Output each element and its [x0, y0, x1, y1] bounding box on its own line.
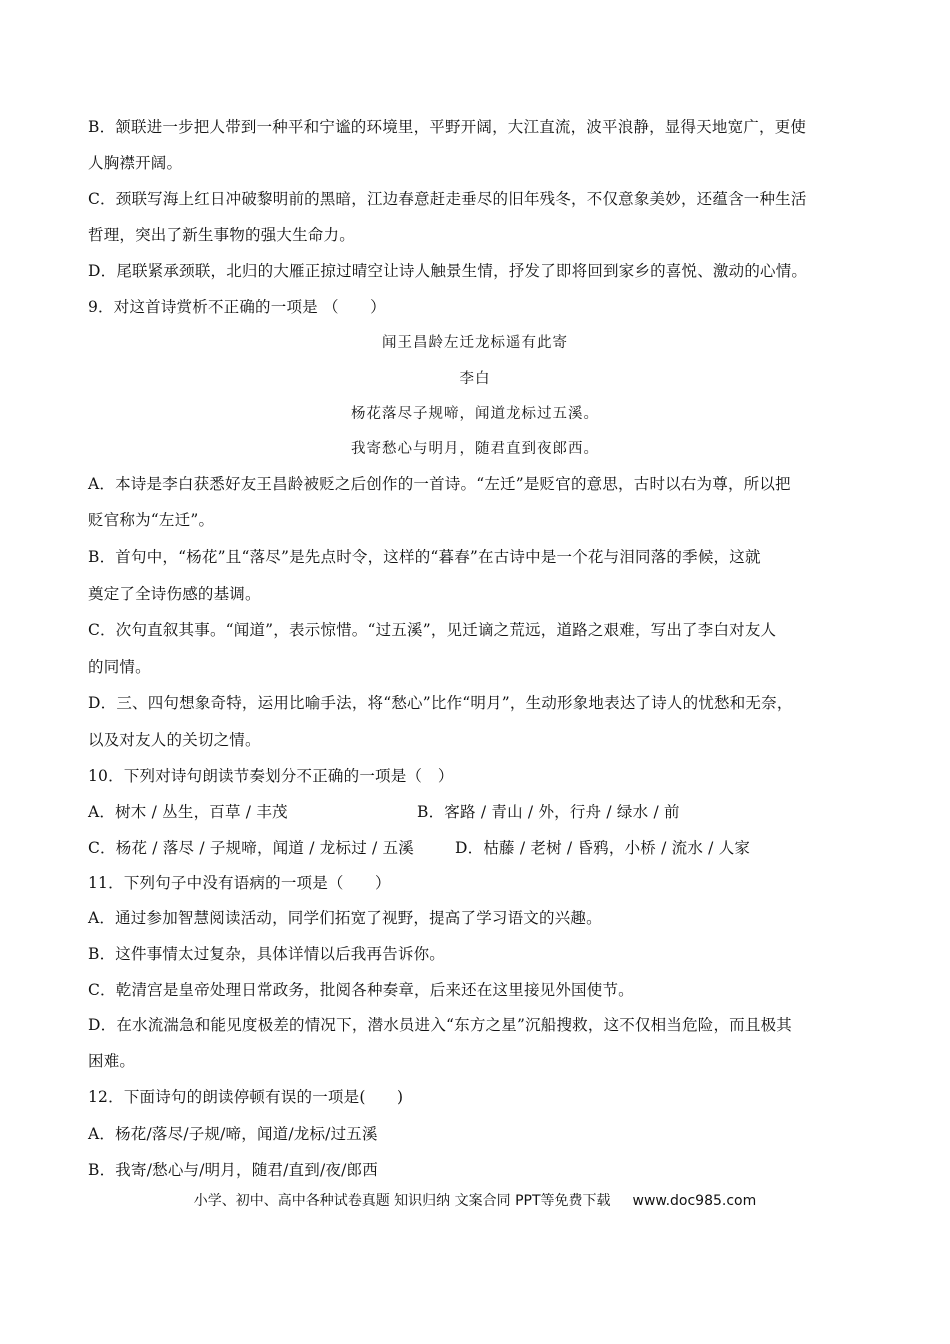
q9-option-d-line1: D．三、四句想象奇特，运用比喻手法，将“愁心”比作“明月”，生动形象地表达了诗人的忧愁和无奈， [88, 694, 793, 712]
q9-option-b-line1: B．首句中，“杨花”且“落尽”是先点时令，这样的“暮春”在古诗中是一个花与泪同落的季候，这就 [88, 548, 761, 566]
q9-option-a-line1: A．本诗是李白获悉好友王昌龄被贬之后创作的一首诗。“左迁”是贬官的意思，古时以右为尊，所以把 [88, 475, 791, 493]
q10-options-row-1 [88, 802, 288, 822]
q8-option-b-line1: B．颔联进一步把人带到一种平和宁谧的环境里，平野开阔，大江直流，波平浪静，显得天地宽广，更使 [88, 118, 807, 136]
poem-line-2: 我寄愁心与明月，随君直到夜郎西。 [351, 441, 599, 457]
q11-option-d-line2: 困难。 [88, 1052, 136, 1070]
q11-stem: 11．下列句子中没有语病的一项是（ ） [88, 874, 391, 892]
q11-option-b: B．这件事情太过复杂，具体详情以后我再告诉你。 [88, 945, 445, 963]
footer-text: 小学、初中、高中各种试卷真题 知识归纳 文案合同 PPT等免费下载 [193, 1193, 611, 1209]
q12-option-b: B．我寄/愁心与/明月，随君/直到/夜/郎西 [88, 1161, 378, 1179]
poem-line-1: 杨花落尽子规啼，闻道龙标过五溪。 [351, 406, 599, 422]
q10-option-d: D．枯藤 / 老树 / 昏鸦，小桥 / 流水 / 人家 [455, 839, 751, 857]
q11-option-c: C．乾清宫是皇帝处理日常政务，批阅各种奏章，后来还在这里接见外国使节。 [88, 981, 634, 999]
poem-author: 李白 [459, 371, 491, 387]
q9-option-a-line2: 贬官称为“左迁”。 [88, 511, 215, 529]
q9-option-d-line2: 以及对友人的关切之情。 [88, 731, 261, 749]
page-footer [0, 1191, 950, 1211]
footer-url[interactable]: www.doc985.com [632, 1193, 757, 1209]
q9-stem: 9．对这首诗赏析不正确的一项是 （ ） [88, 298, 386, 316]
q8-option-c-line1: C．颈联写海上红日冲破黎明前的黑暗，江边春意赶走垂尽的旧年残冬，不仅意象美妙，还蕴含一种生活 [88, 190, 807, 208]
q8-option-d-line1: D．尾联紧承颈联，北归的大雁正掠过晴空让诗人触景生情，抒发了即将回到家乡的喜悦、激动的心情。 [88, 262, 808, 280]
q10-option-a: A．树木 / 丛生，百草 / 丰茂 [88, 803, 288, 821]
q10-option-b: B．客路 / 青山 / 外，行舟 / 绿水 / 前 [417, 803, 680, 821]
q10-option-c: C．杨花 / 落尽 / 子规啼，闻道 / 龙标过 / 五溪 [88, 839, 414, 857]
q12-option-a: A．杨花/落尽/子规/啼，闻道/龙标/过五溪 [88, 1125, 378, 1143]
q11-option-d-line1: D．在水流湍急和能见度极差的情况下，潜水员进入“东方之星”沉船搜救，这不仅相当危险，而且极其 [88, 1016, 792, 1034]
q10-stem: 10．下列对诗句朗读节奏划分不正确的一项是（ ） [88, 767, 454, 785]
q9-option-c-line2: 的同情。 [88, 658, 151, 676]
q9-option-b-line2: 奠定了全诗伤感的基调。 [88, 585, 261, 603]
q8-option-c-line2: 哲理，突出了新生事物的强大生命力。 [88, 226, 355, 244]
q8-option-b-line2: 人胸襟开阔。 [88, 154, 183, 172]
poem-title: 闻王昌龄左迁龙标遥有此寄 [382, 335, 568, 351]
q9-option-c-line1: C．次句直叙其事。“闻道”，表示惊惜。“过五溪”，见迁谪之荒远，道路之艰难，写出了李白对友人 [88, 621, 777, 639]
q12-stem: 12．下面诗句的朗读停顿有误的一项是( ) [88, 1088, 404, 1106]
q11-option-a: A．通过参加智慧阅读活动，同学们拓宽了视野，提高了学习语文的兴趣。 [88, 909, 602, 927]
